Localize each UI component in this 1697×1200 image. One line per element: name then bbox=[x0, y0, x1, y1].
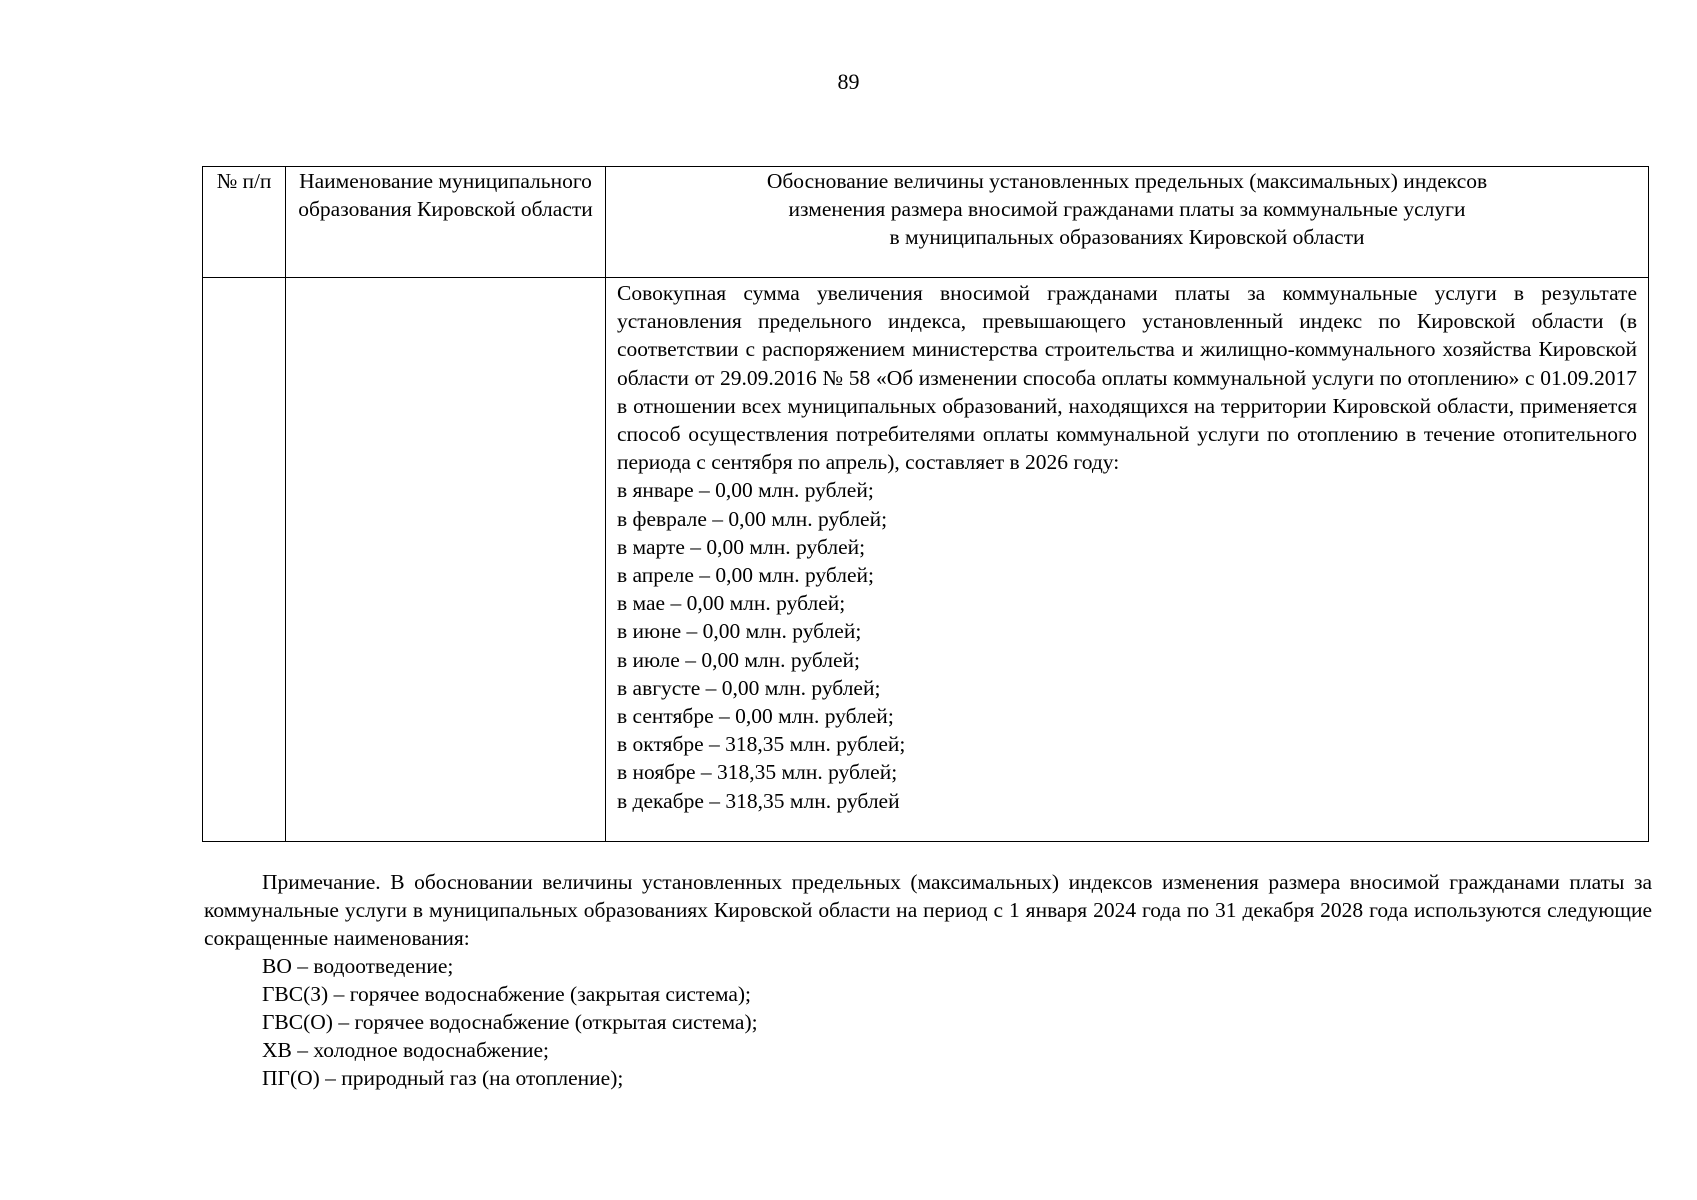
month-amount: в ноябре – 318,35 млн. рублей; bbox=[617, 760, 898, 785]
row-justification-cell bbox=[606, 278, 1649, 842]
note-paragraph: Примечание. В обосновании величины установленных предельных (максимальных) индексов изменения размера вносимой гражданами платы за коммунальные услуги в муниципальных образованиях Кировской области на период с 1 января 2024 года по 31 декабря 2028 года используются следующие сокращенные наименования: bbox=[204, 870, 1652, 950]
month-amount: в сентябре – 0,00 млн. рублей; bbox=[617, 704, 894, 729]
header-justification-line: изменения размера вносимой гражданами платы за коммунальные услуги bbox=[788, 197, 1466, 222]
header-number: № п/п bbox=[203, 167, 286, 278]
table-header-row bbox=[203, 167, 1649, 278]
abbreviation-item: ГВС(З) – горячее водоснабжение (закрытая система); bbox=[262, 982, 752, 1006]
note-section bbox=[204, 868, 1652, 1092]
header-justification-line: Обоснование величины установленных предельных (максимальных) индексов bbox=[766, 169, 1488, 193]
header-justification bbox=[606, 167, 1649, 278]
justification-intro: Совокупная сумма увеличения вносимой гражданами платы за коммунальные услуги в результате установления предельного индекса, превышающего установленный индекс по Кировской области (в соответствии с распоряжением министерства строительства и жилищно-коммунального хозяйства Кировской области от 29.09.2016 № 58 «Об изменении способа оплаты коммунальной услуги по отоплению» с 01.09.2017 в отношении всех муниципальных образований, находящихся на территории Кировской области, применяется способ осуществления потребителями оплаты коммунальной услуги по отоплению в течение отопительного периода с сентября по апрель), составляет в 2026 году: bbox=[617, 281, 1637, 475]
month-amount: в феврале – 0,00 млн. рублей; bbox=[617, 506, 888, 531]
month-amount: в декабре – 318,35 млн. рублей bbox=[617, 788, 900, 813]
month-amount: в апреле – 0,00 млн. рублей; bbox=[617, 563, 875, 588]
abbreviation-item: ГВС(О) – горячее водоснабжение (открытая система); bbox=[262, 1010, 758, 1034]
month-amount: в мае – 0,00 млн. рублей; bbox=[617, 591, 846, 616]
month-amount: в августе – 0,00 млн. рублей; bbox=[617, 675, 881, 700]
abbreviation-item: ВО – водоотведение; bbox=[262, 954, 454, 978]
table-row bbox=[203, 278, 1649, 842]
row-municipality-cell bbox=[286, 278, 606, 842]
justification-table bbox=[202, 166, 1649, 842]
abbreviation-item: ХВ – холодное водоснабжение; bbox=[262, 1038, 549, 1062]
month-amount: в марте – 0,00 млн. рублей; bbox=[617, 534, 866, 559]
header-municipality: Наименование муниципального образования Кировской области bbox=[286, 167, 606, 278]
header-justification-line: в муниципальных образованиях Кировской области bbox=[889, 225, 1365, 250]
abbreviation-item: ПГ(О) – природный газ (на отопление); bbox=[262, 1066, 624, 1090]
month-amount: в октябре – 318,35 млн. рублей; bbox=[617, 732, 906, 757]
month-amount: в июне – 0,00 млн. рублей; bbox=[617, 619, 862, 644]
page-number: 89 bbox=[837, 69, 860, 94]
month-amount: в июле – 0,00 млн. рублей; bbox=[617, 647, 861, 672]
month-amount: в январе – 0,00 млн. рублей; bbox=[617, 478, 874, 503]
row-number-cell bbox=[203, 278, 286, 842]
